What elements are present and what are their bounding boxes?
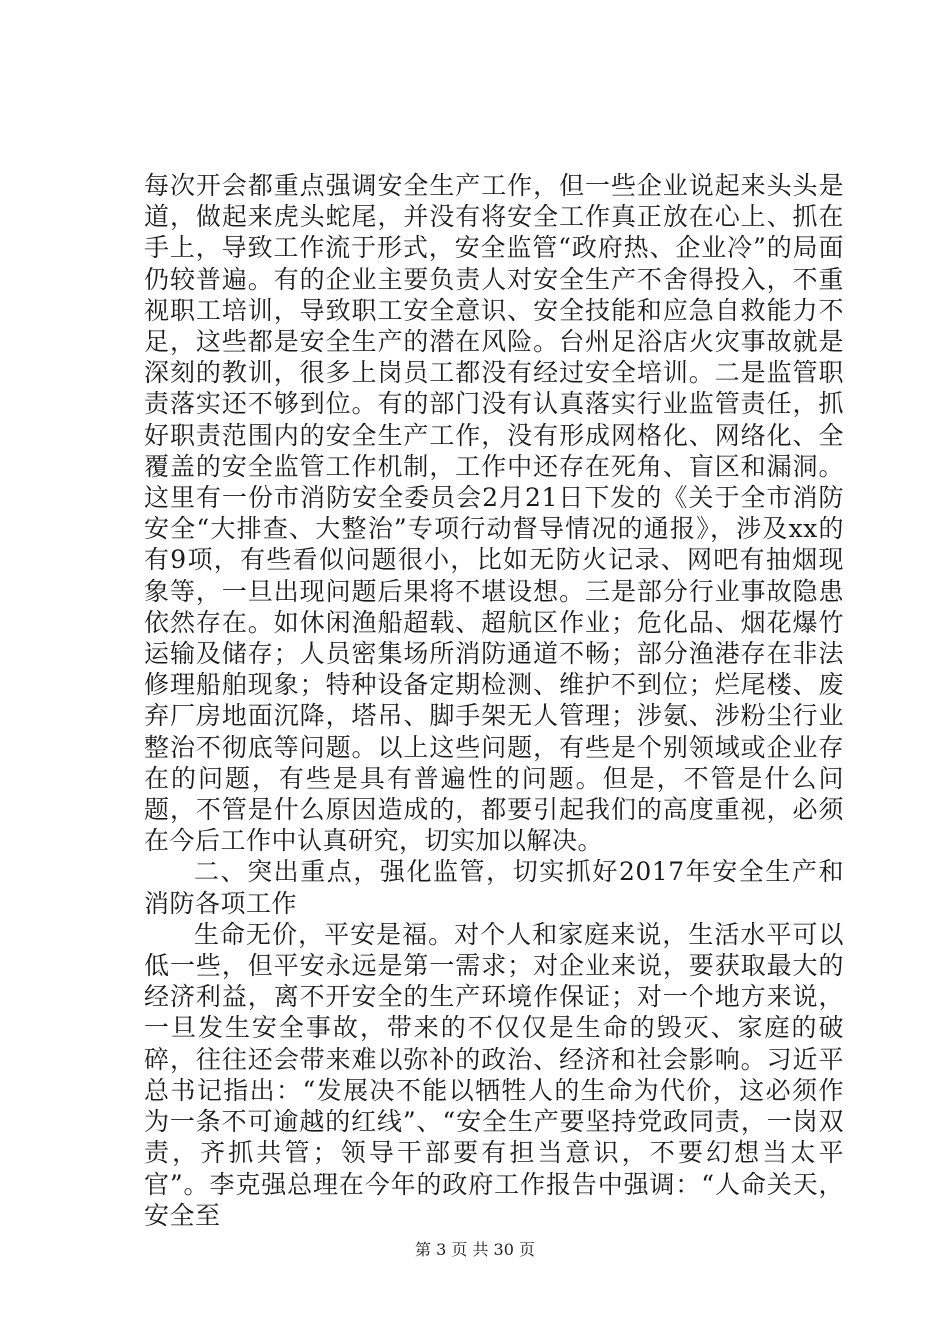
paragraph-body: 生命无价，平安是福。对个人和家庭来说，生活水平可以低一些，但平安永远是第一需求；对企业来说，要获取最大的经济利益，离不开安全的生产环境作保证；对一个地方来说，一旦发生安全事故，带来的不仅仅是生命的毁灭、家庭的破碎，往往还会带来难以弥补的政治、经济和社会影响。习近平总书记指出：“发展决不能以牺牲人的生命为代价，这必须作为一条不可逾越的红线”、“安全生产要坚持党政同责，一岗双责，齐抓共管；领导干部要有担当意识，不要幻想当太平官”。李克强总理在今年的政府工作报告中强调：“人命关天，安全至 [144,919,844,1230]
paragraph-continuation: 每次开会都重点强调安全生产工作，但一些企业说起来头头是道，做起来虎头蛇尾，并没有将安全工作真正放在心上、抓在手上，导致工作流于形式，安全监管“政府热、企业冷”的局面仍较普遍。有的企业主要负责人对安全生产不舍得投入，不重视职工培训，导致职工安全意识、安全技能和应急自救能力不足，这些都是安全生产的潜在风险。台州足浴店火灾事故就是深刻的教训，很多上岗员工都没有经过安全培训。二是监管职责落实还不够到位。有的部门没有认真落实行业监管责任，抓好职责范围内的安全生产工作，没有形成网格化、网络化、全覆盖的安全监管工作机制，工作中还存在死角、盲区和漏洞。这里有一份市消防安全委员会2月21日下发的《关于全市消防安全“大排查、大整治”专项行动督导情况的通报》，涉及xx的有9项，有些看似问题很小，比如无防火记录、网吧有抽烟现象等，一旦出现问题后果将不堪设想。三是部分行业事故隐患依然存在。如休闲渔船超载、超航区作业；危化品、烟花爆竹运输及储存；人员密集场所消防通道不畅；部分渔港存在非法修理船舶现象；特种设备定期检测、维护不到位；烂尾楼、废弃厂房地面沉降，塔吊、脚手架无人管理；涉氨、涉粉尘行业整治不彻底等问题。以上这些问题，有些是个别领域或企业存在的问题，有些是具有普遍性的问题。但是，不管是什么问题，不管是什么原因造成的，都要引起我们的高度重视，必须在今后工作中认真研究，切实加以解决。 [144,171,844,856]
page-number-footer: 第 3 页 共 30 页 [415,1240,535,1259]
document-body [144,170,844,1231]
section-heading: 二、突出重点，强化监管，切实抓好2017年安全生产和消防各项工作 [144,857,844,918]
